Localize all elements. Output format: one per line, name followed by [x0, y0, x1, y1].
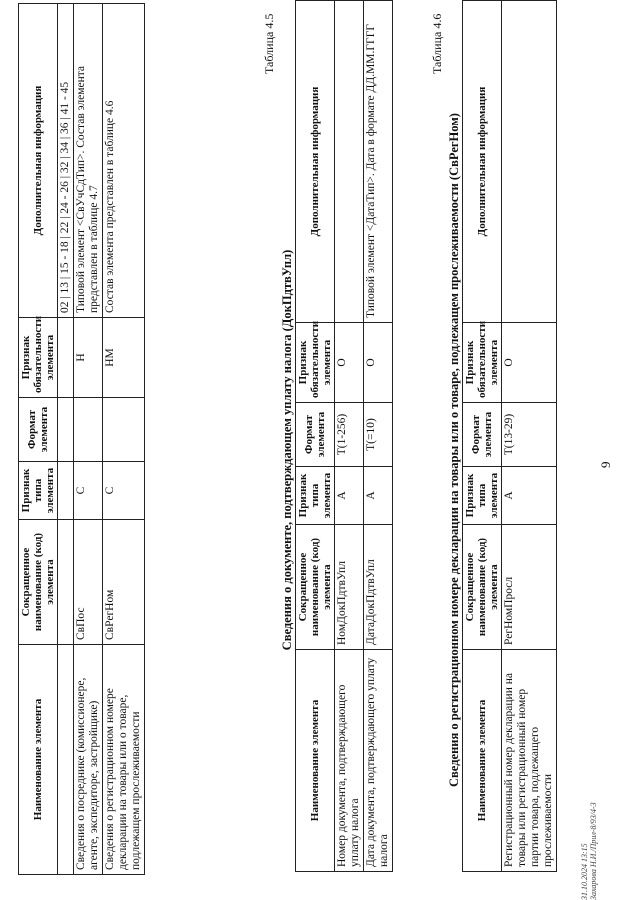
table-registration-number: [462, 0, 557, 872]
col-header-name: Наименование элемента: [19, 645, 58, 875]
table-heading: Сведения о документе, подтверждающем уплату налога (ДокПдтвУпл): [280, 249, 294, 651]
col-header-code: Сокращенное наименование (код) элемента: [19, 520, 58, 645]
page-number: 9: [598, 461, 613, 468]
cell-type: А: [502, 467, 557, 525]
col-header-required: Признак обязательности элемента: [463, 323, 502, 403]
col-header-info: Дополнительная информация: [19, 4, 58, 318]
cell-info: Состав элемента представлен в таблице 4.6: [103, 4, 145, 318]
cell-required: О: [364, 323, 393, 403]
table-row: [502, 1, 557, 872]
cell-code: НомДокПдтвУпл: [335, 525, 364, 650]
cell-info: 02 | 13 | 15 - 18 | 22 | 24 - 26 | 32 | 34 | 36 | 41 - 45: [58, 4, 74, 318]
cell-code: СвПос: [74, 520, 103, 645]
table-caption: Таблица 4.6: [430, 13, 444, 74]
cell-type: [58, 462, 74, 520]
cell-code: РегНомПросл: [502, 525, 557, 650]
col-header-code: Сокращенное наименование (код) элемента: [296, 525, 335, 650]
col-header-type: Признак типа элемента: [19, 462, 58, 520]
cell-format: T(13-29): [502, 403, 557, 467]
cell-format: [103, 398, 145, 462]
table-header-row: [296, 1, 335, 872]
table-row: [58, 4, 74, 875]
table-caption: Таблица 4.5: [262, 13, 276, 74]
table-continuation: [18, 3, 145, 875]
table-heading: Сведения о регистрационном номере декларации на товары или о товаре, подлежащем прослеживаемости (СвРегНом): [447, 113, 461, 787]
cell-name: Сведения о регистрационном номере декларации на товары или о товаре, подлежащем прослеживаемости: [103, 645, 145, 875]
cell-info: Типовой элемент <ДатаТип>. Дата в формате ДД.ММ.ГГГГ: [364, 1, 393, 323]
cell-name: Регистрационный номер декларации на товары или регистрационный номер партии товара, подлежащего прослеживаемости: [502, 650, 557, 872]
col-header-format: Формат элемента: [463, 403, 502, 467]
cell-format: T(1-256): [335, 403, 364, 467]
col-header-format: Формат элемента: [19, 398, 58, 462]
cell-code: [58, 520, 74, 645]
col-header-format: Формат элемента: [296, 403, 335, 467]
col-header-code: Сокращенное наименование (код) элемента: [463, 525, 502, 650]
cell-info: Типовой элемент <СвУчСдТип>. Состав элемента представлен в таблице 4.7: [74, 4, 103, 318]
col-header-info: Дополнительная информация: [463, 1, 502, 323]
cell-type: А: [364, 467, 393, 525]
table-header-row: [19, 4, 58, 875]
cell-format: T(=10): [364, 403, 393, 467]
col-header-required: Признак обязательности элемента: [19, 318, 58, 398]
cell-name: Номер документа, подтверждающего уплату налога: [335, 650, 364, 872]
col-header-required: Признак обязательности элемента: [296, 323, 335, 403]
col-header-type: Признак типа элемента: [296, 467, 335, 525]
cell-name: [58, 645, 74, 875]
cell-required: О: [335, 323, 364, 403]
table-payment-document: [295, 0, 393, 872]
cell-type: С: [103, 462, 145, 520]
cell-info: [335, 1, 364, 323]
cell-type: А: [335, 467, 364, 525]
cell-required: О: [502, 323, 557, 403]
cell-required: Н: [74, 318, 103, 398]
cell-name: Сведения о посреднике (комиссионере, агенте, экспедиторе, застройщике): [74, 645, 103, 875]
document-stamp: [580, 802, 598, 900]
cell-format: [58, 398, 74, 462]
table-row: [364, 1, 393, 872]
cell-name: Дата документа, подтверждающего уплату налога: [364, 650, 393, 872]
table-row: [74, 4, 103, 875]
col-header-name: Наименование элемента: [463, 650, 502, 872]
cell-type: С: [74, 462, 103, 520]
table-row: [103, 4, 145, 875]
table-header-row: [463, 1, 502, 872]
cell-required: [58, 318, 74, 398]
cell-code: ДатаДокПдтвУпл: [364, 525, 393, 650]
col-header-info: Дополнительная информация: [296, 1, 335, 323]
cell-code: СвРегНом: [103, 520, 145, 645]
stamp-date: 31.10.2024 13:15: [580, 843, 589, 900]
col-header-name: Наименование элемента: [296, 650, 335, 872]
cell-info: [502, 1, 557, 323]
cell-format: [74, 398, 103, 462]
cell-required: НМ: [103, 318, 145, 398]
stamp-author: Захарова Н.И./Прил-8/93/4-3: [589, 802, 598, 900]
table-row: [335, 1, 364, 872]
col-header-type: Признак типа элемента: [463, 467, 502, 525]
